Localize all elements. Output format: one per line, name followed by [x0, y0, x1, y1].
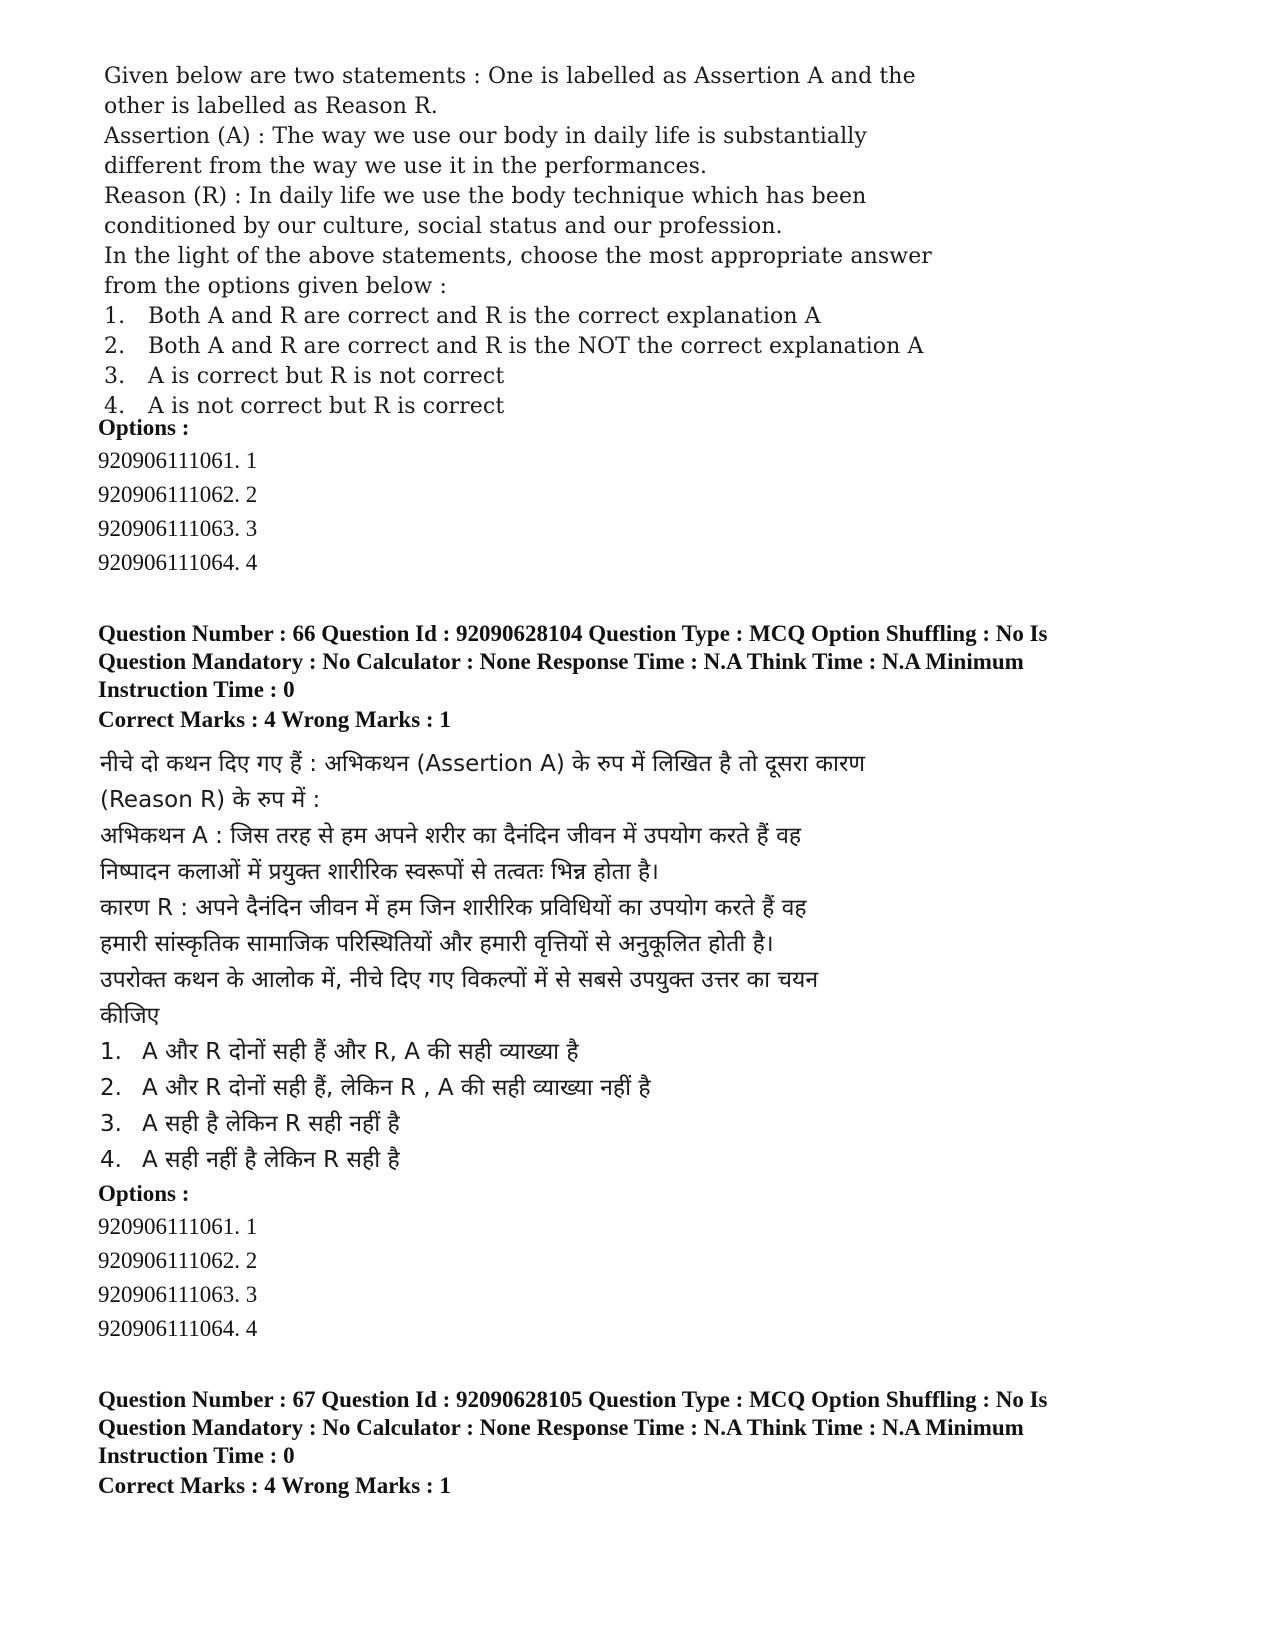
choice-text: A सही है लेकिन R सही नहीं है — [142, 1111, 400, 1137]
q66-choice — [100, 1034, 980, 1070]
choice-text: Both A and R are correct and R is the correct explanation A — [148, 304, 821, 329]
q66-meta — [98, 620, 1208, 704]
q66-line: निष्पादन कलाओं में प्रयुक्त शारीरिक स्वरूपों से तत्वतः भिन्न होता है। — [100, 859, 659, 885]
choice-number: 4. — [104, 394, 126, 419]
q65-line: Assertion (A) : The way we use our body in daily life is substantially — [104, 124, 867, 149]
option-id: 920906111062. 2 — [98, 1248, 258, 1273]
meta-line: Question Number : 66 Question Id : 92090628104 Question Type : MCQ Option Shuffling : No Is — [98, 621, 1048, 646]
question-65-image-text — [104, 62, 964, 422]
q66-choice — [100, 1070, 980, 1106]
choice-number: 3. — [100, 1111, 122, 1137]
q66-line: उपरोक्त कथन के आलोक में, नीचे दिए गए विकल्पों में से सबसे उपयुक्त उत्तर का चयन — [100, 967, 819, 993]
q65-choice — [104, 392, 964, 422]
choice-number: 1. — [104, 304, 126, 329]
q65-line: In the light of the above statements, choose the most appropriate answer — [104, 244, 932, 269]
q66-line: कीजिए — [100, 1003, 160, 1029]
option-id: 920906111064. 4 — [98, 1316, 258, 1341]
q65-line: other is labelled as Reason R. — [104, 94, 438, 119]
question-66-image-text — [100, 746, 980, 1178]
q65-options-list — [98, 444, 257, 580]
meta-line: Instruction Time : 0 — [98, 1443, 295, 1468]
q66-line: नीचे दो कथन दिए गए हैं : अभिकथन (Assertion A) के रुप में लिखित है तो दूसरा कारण — [100, 751, 866, 777]
option-id: 920906111063. 3 — [98, 516, 258, 541]
q65-line: conditioned by our culture, social status and our profession. — [104, 214, 783, 239]
choice-number: 3. — [104, 364, 126, 389]
q66-line: अभिकथन A : जिस तरह से हम अपने शरीर का दैनंदिन जीवन में उपयोग करते हैं वह — [100, 823, 802, 849]
choice-text: A और R दोनों सही हैं, लेकिन R , A की सही व्याख्या नहीं है — [142, 1075, 651, 1101]
q65-line: Reason (R) : In daily life we use the body technique which has been — [104, 184, 867, 209]
q65-line: Given below are two statements : One is labelled as Assertion A and the — [104, 64, 916, 89]
q66-line: (Reason R) के रुप में : — [100, 787, 321, 813]
q66-choice — [100, 1142, 980, 1178]
q65-options-heading: Options : — [98, 415, 190, 440]
q65-choice — [104, 332, 964, 362]
q66-choice — [100, 1106, 980, 1142]
choice-text: A is correct but R is not correct — [148, 364, 505, 389]
choice-number: 1. — [100, 1039, 122, 1065]
q65-line: different from the way we use it in the performances. — [104, 154, 708, 179]
choice-text: Both A and R are correct and R is the NOT the correct explanation A — [148, 334, 924, 359]
q66-options-list — [98, 1210, 257, 1346]
meta-line: Question Mandatory : No Calculator : None Response Time : N.A Think Time : N.A Minimum — [98, 649, 1024, 674]
option-id: 920906111063. 3 — [98, 1282, 258, 1307]
q67-meta — [98, 1386, 1208, 1470]
option-id: 920906111061. 1 — [98, 448, 258, 473]
q65-line: from the options given below : — [104, 274, 448, 299]
q65-choice — [104, 362, 964, 392]
q66-line: हमारी सांस्कृतिक सामाजिक परिस्थितियों और हमारी वृत्तियों से अनुकूलित होती है। — [100, 931, 774, 957]
choice-number: 2. — [100, 1075, 122, 1101]
meta-line: Instruction Time : 0 — [98, 677, 295, 702]
option-id: 920906111061. 1 — [98, 1214, 258, 1239]
choice-number: 2. — [104, 334, 126, 359]
q67-marks: Correct Marks : 4 Wrong Marks : 1 — [98, 1473, 451, 1498]
q66-line: कारण R : अपने दैनंदिन जीवन में हम जिन शारीरिक प्रविधियों का उपयोग करते हैं वह — [100, 895, 807, 921]
option-id: 920906111064. 4 — [98, 550, 258, 575]
choice-text: A is not correct but R is correct — [148, 394, 505, 419]
choice-text: A सही नहीं है लेकिन R सही है — [142, 1147, 400, 1173]
q66-marks: Correct Marks : 4 Wrong Marks : 1 — [98, 707, 451, 732]
meta-line: Question Mandatory : No Calculator : None Response Time : N.A Think Time : N.A Minimum — [98, 1415, 1024, 1440]
choice-text: A और R दोनों सही हैं और R, A की सही व्याख्या है — [142, 1039, 579, 1065]
option-id: 920906111062. 2 — [98, 482, 258, 507]
q65-choice — [104, 302, 964, 332]
q66-options-heading: Options : — [98, 1181, 190, 1206]
meta-line: Question Number : 67 Question Id : 92090628105 Question Type : MCQ Option Shuffling : No Is — [98, 1387, 1048, 1412]
choice-number: 4. — [100, 1147, 122, 1173]
